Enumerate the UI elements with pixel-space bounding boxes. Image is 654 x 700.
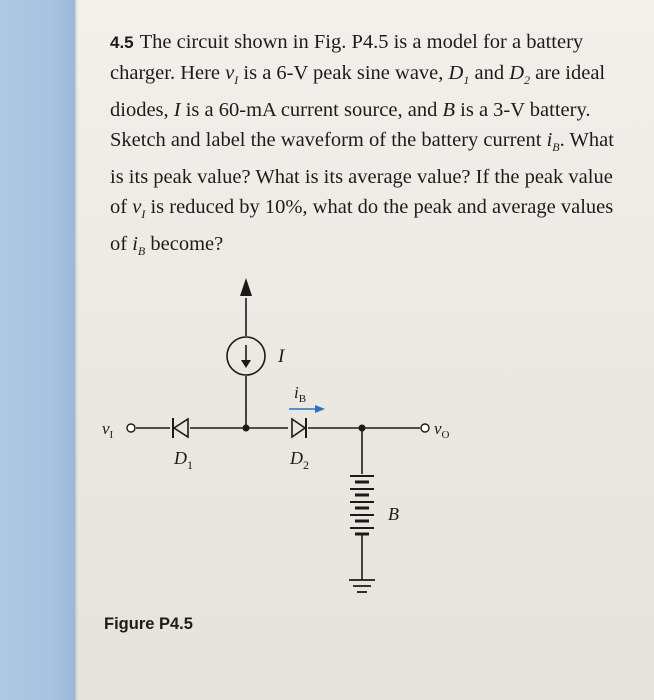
- problem-line-7: of $i_B$ become?: [110, 233, 224, 259]
- branch-current-label: $i_B$: [294, 383, 307, 405]
- diode-d1-triangle: [174, 419, 188, 437]
- output-terminal: [421, 424, 429, 432]
- problem-line-5: is its peak value? What is its average value? If the peak value: [110, 166, 613, 189]
- problem-number: 4.5: [110, 33, 134, 52]
- problem-line-3: diodes, I is a 60-mA current source, and B is a 3-V battery.: [110, 99, 591, 122]
- figure-caption: Figure P4.5: [104, 615, 193, 633]
- branch-current-arrow-icon: [315, 405, 325, 413]
- diode-d2-triangle: [292, 419, 305, 437]
- var-ib: $i_B$: [546, 129, 560, 155]
- problem-line-2: charger. Here $v_I$ is a 6-V peak sine wave, $D_1$ and $D_2$ are ideal: [110, 62, 606, 88]
- current-source: [227, 337, 265, 375]
- supply-arrow-icon: [240, 278, 252, 296]
- var-d1: $D_1$: [448, 62, 470, 88]
- problem-line-1: 4.5 The circuit shown in Fig. P4.5 is a model for a battery: [110, 31, 584, 53]
- node-junction-2: [359, 425, 366, 432]
- diode-d2-label: $D_2$: [290, 448, 309, 472]
- input-terminal: [127, 424, 135, 432]
- wires: [136, 298, 420, 580]
- var-i: I: [173, 99, 181, 122]
- diode-d1: [173, 418, 188, 438]
- var-b: B: [442, 99, 456, 122]
- current-source-arrow-icon: [241, 360, 251, 368]
- var-d2: $D_2$: [509, 62, 531, 88]
- var-ib: $i_B$: [132, 233, 146, 259]
- output-label: $v_O$: [434, 419, 450, 441]
- current-source-label: I: [278, 346, 285, 367]
- problem-line-6: of $v_I$ is reduced by 10%, what do the peak and average values: [110, 196, 614, 222]
- battery-b: [350, 476, 374, 560]
- var-vi: $v_I$: [225, 62, 239, 88]
- input-label: $v_I$: [102, 419, 114, 441]
- diode-d1-label: $D_1$: [174, 448, 193, 472]
- problem-line-4: Sketch and label the waveform of the battery current $i_B$. What: [110, 129, 614, 155]
- battery-label: B: [388, 504, 399, 524]
- node-junction-1: [243, 425, 250, 432]
- var-vi: $v_I$: [132, 196, 146, 222]
- diode-d2: [292, 418, 306, 438]
- ground-icon: [349, 580, 375, 592]
